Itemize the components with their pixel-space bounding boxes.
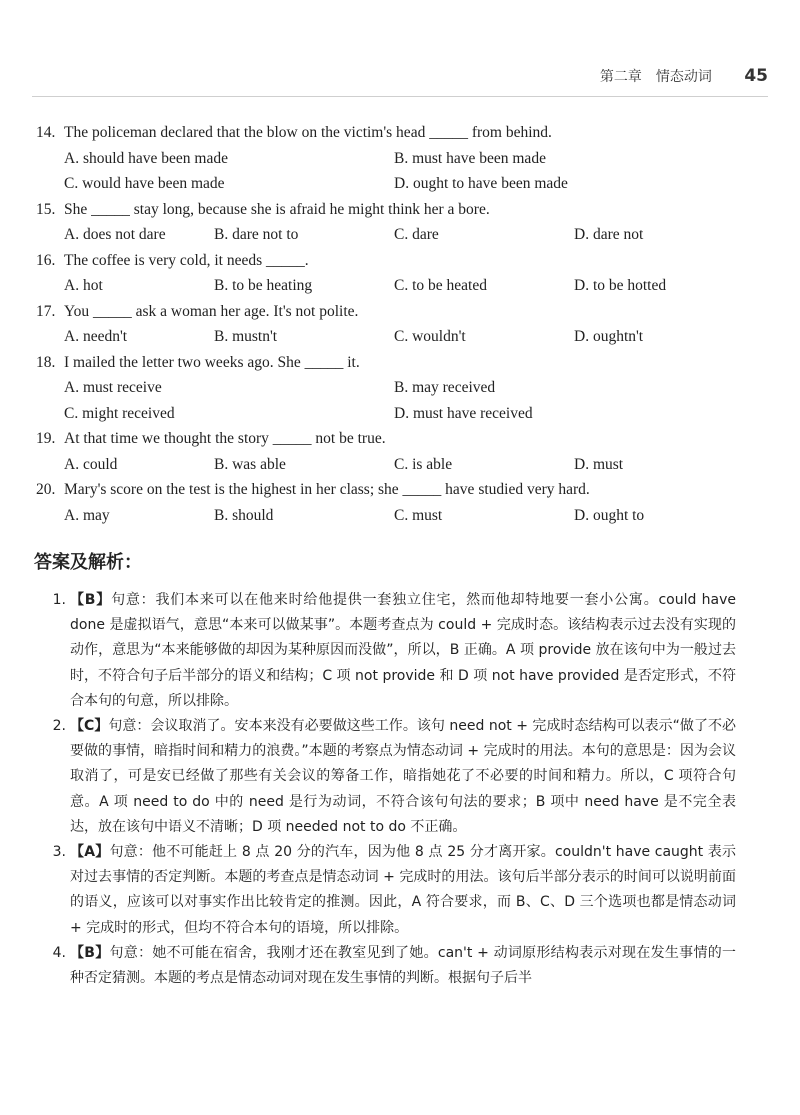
question-number: 17. [36,302,56,320]
option-row [36,375,756,401]
option-d: D. must have received [394,404,533,422]
answer-number: 1. [52,592,66,608]
option-a: A. could [64,455,118,473]
answer-key: 【C】 [70,718,109,735]
answer-explanation: 句意：会议取消了。安本来没有必要做这些工作。该句 need not + 完成时态结构可以表示“做了不必要做的事情，暗指时间和精力的浪费。”本题的考察点为情态动词 + 完成时的用法。本句的意思是：因为会议取消了，可是安已经做了那些有关会议的筹备工作，暗指她花了不必要的时间和精力。所以，C 项符合句意。A 项 need to do 中的 need 是行为动词，不符合该句句法的要求；B 项中 need have 是不完全表达，放在该句中语义不清晰；D 项 needed not to do 不正确。 [70,718,736,835]
answer-item [36,714,736,840]
question-stem [36,197,756,223]
option-row [36,171,756,197]
option-b: B. should [214,506,274,524]
option-c: C. would have been made [64,175,225,192]
option-b: B. may received [394,379,496,396]
question-number: 20. [36,481,56,498]
option-d: D. ought to have been made [394,175,568,192]
question-stem [36,120,756,146]
option-row [36,401,756,427]
option-c: C. dare [394,226,439,243]
option-b: B. was able [214,455,286,473]
question-text: She _____ stay long, because she is afraid he might think her a bore. [64,200,490,218]
answer-explanation: 句意：他不可能赶上 8 点 20 分的汽车，因为他 8 点 25 分才离开家。couldn't have caught 表示对过去事情的否定判断。本题的考查点是情态动词 + 完成时的用法。该句后半部分表示的时间可以说明前面的语义，应该可以对事实作出比较肯定的推测。因此，A 符合要求，而 B、C、D 三个选项也都是情态动词 + 完成时的形式，但均不符合本句的语境，所以排除。 [70,844,736,936]
option-c: C. to be heated [394,277,487,294]
question-stem [36,299,756,325]
question-number: 16. [36,251,56,269]
question-stem [36,248,756,274]
answer-key: 【B】 [70,592,112,608]
option-a: A. may [64,506,110,524]
option-row [36,324,756,350]
question-number: 15. [36,200,56,218]
question-number: 14. [36,124,56,141]
answers-heading: 答案及解析： [34,552,142,573]
answer-key: 【A】 [70,844,110,861]
option-d: D. to be hotted [574,277,667,294]
option-row [36,452,756,478]
answer-explanation: 句意：她不可能在宿舍，我刚才还在教室见到了她。can't + 动词原形结构表示对现在发生事情的一种否定猜测。本题的考点是情态动词对现在发生事情的判断。根据句子后半 [70,944,737,987]
option-d: D. oughtn't [574,328,644,345]
option-c: C. must [394,506,443,524]
option-a: A. needn't [64,328,128,345]
question-text: The policeman declared that the blow on the victim's head _____ from behind. [64,124,552,141]
question-text: At that time we thought the story _____ not be true. [64,430,386,447]
answer-list [36,588,736,991]
question-text: You _____ ask a woman her age. It's not polite. [64,302,359,320]
option-c: C. might received [64,404,175,422]
answer-explanation: 句意：我们本来可以在他来时给他提供一套独立住宅，然而他却特地要一套小公寓。could have done 是虚拟语气，意思“本来可以做某事”。本题考查点为 could + 完成时态。该结构表示过去没有实现的动作，意思为“本来能够做的却因为某种原因而没做”，所以，B 正确。A 项 provide 放在该句中为一般过去时，不符合句子后半部分的语义和结构；C 项 not provide 和 D 项 not have provided 是否定形式，不符合本句的句意，所以排除。 [70,592,736,709]
question-stem [36,477,756,503]
answer-number: 3. [52,844,66,861]
option-d: D. must [574,455,624,473]
question-number: 18. [36,353,56,371]
answer-key: 【B】 [70,944,110,961]
option-b: B. mustn't [214,328,278,345]
option-a: A. must receive [64,379,162,396]
question-text: I mailed the letter two weeks ago. She _____ it. [64,353,360,371]
answer-item [36,941,736,991]
question-list [36,120,756,528]
question-text: The coffee is very cold, it needs _____. [64,251,309,269]
header-divider [32,96,768,97]
option-d: D. dare not [574,226,644,243]
option-c: C. wouldn't [394,328,466,345]
running-header [600,66,768,86]
answer-number: 4. [52,944,66,961]
option-d: D. ought to [574,506,645,524]
option-b: B. must have been made [394,149,546,167]
option-a: A. hot [64,277,103,294]
question-number: 19. [36,430,56,447]
answer-item [36,588,736,714]
question-text: Mary's score on the test is the highest in her class; she _____ have studied very hard. [64,481,590,498]
option-row [36,503,756,529]
option-row [36,273,756,299]
answer-item [36,840,736,941]
option-a: A. should have been made [64,149,228,167]
question-stem [36,350,756,376]
option-a: A. does not dare [64,226,166,243]
page-number: 45 [744,66,768,86]
option-b: B. dare not to [214,226,299,243]
option-row [36,146,756,172]
question-stem [36,426,756,452]
option-b: B. to be heating [214,277,313,294]
option-c: C. is able [394,455,453,473]
option-row [36,222,756,248]
answer-number: 2. [52,718,66,735]
chapter-title: 第二章 情态动词 [599,69,712,85]
